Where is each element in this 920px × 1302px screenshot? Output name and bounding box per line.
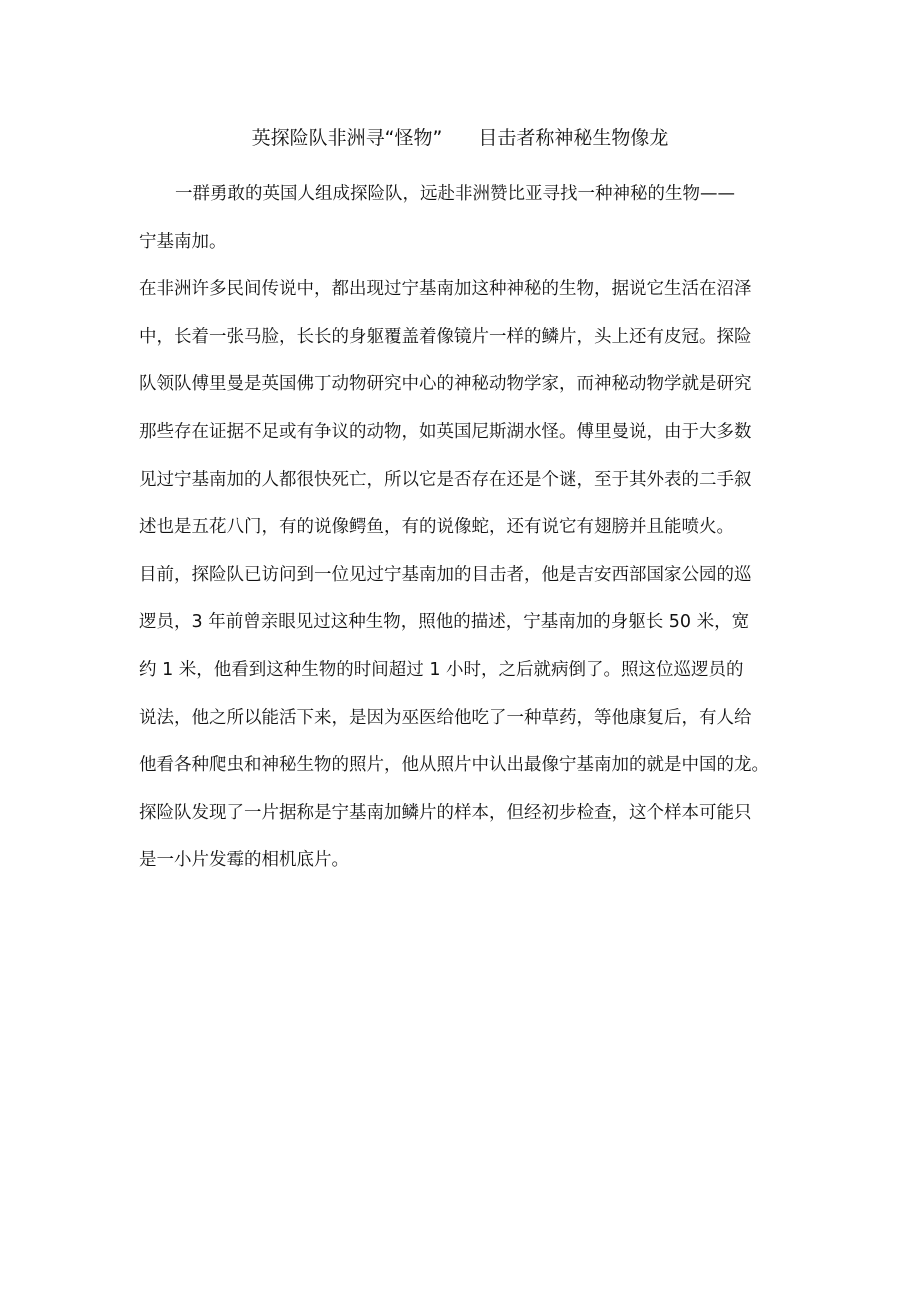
- text-line: 探险队发现了一片据称是宁基南加鳞片的样本，但经初步检查，这个样本可能只: [139, 802, 752, 823]
- title-part-2: 目击者称神秘生物像龙: [478, 127, 669, 149]
- text-line: 他看各种爬虫和神秘生物的照片，他从照片中认出最像宁基南加的就是中国的龙。: [139, 755, 769, 776]
- article-body: [139, 171, 799, 885]
- text-line: 约 1 米，他看到这种生物的时间超过 1 小时，之后就病倒了。照这位巡逻员的: [139, 659, 744, 680]
- text-line: 队领队傅里曼是英国佛丁动物研究中心的神秘动物学家，而神秘动物学就是研究: [139, 374, 752, 395]
- text-line: 宁基南加。: [139, 231, 227, 252]
- text-line: 述也是五花八门，有的说像鳄鱼，有的说像蛇，还有说它有翅膀并且能喷火。: [139, 517, 734, 538]
- text-line: 一群勇敢的英国人组成探险队，远赴非洲赞比亚寻找一种神秘的生物——: [175, 184, 735, 204]
- text-line: 逻员，3 年前曾亲眼见过这种生物，照他的描述，宁基南加的身躯长 50 米，宽: [139, 612, 750, 633]
- text-line: 中，长着一张马脸，长长的身躯覆盖着像镜片一样的鳞片，头上还有皮冠。探险: [139, 326, 752, 347]
- text-line: 目前，探险队已访问到一位见过宁基南加的目击者，他是吉安西部国家公园的巡: [139, 564, 752, 585]
- text-line: 在非洲许多民间传说中，都出现过宁基南加这种神秘的生物，据说它生活在沼泽: [139, 279, 752, 300]
- text-line: 是一小片发霉的相机底片。: [139, 850, 349, 871]
- article-title: [0, 124, 920, 152]
- title-part-1: 英探险队非洲寻“怪物”: [251, 127, 443, 149]
- text-line: 那些存在证据不足或有争议的动物，如英国尼斯湖水怪。傅里曼说，由于大多数: [139, 421, 752, 442]
- text-line: 见过宁基南加的人都很快死亡，所以它是否存在还是个谜，至于其外表的二手叙: [139, 469, 752, 490]
- text-line: 说法，他之所以能活下来，是因为巫医给他吃了一种草药，等他康复后，有人给: [139, 707, 752, 728]
